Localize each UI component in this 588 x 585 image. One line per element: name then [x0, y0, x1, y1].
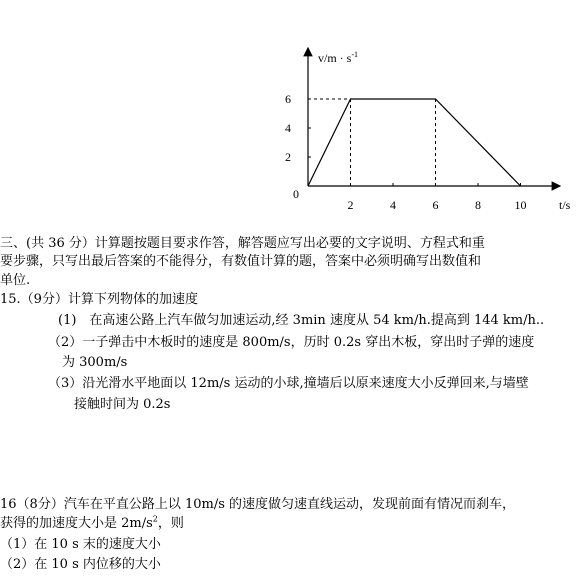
y-tick-label: 4 — [285, 121, 291, 135]
q16-exponent: 2 — [152, 514, 158, 524]
q15-part2-line1: （2）一子弹击中木板时的速度是 800m/s，历时 0.2s 穿出木板，穿出时子弹的速度 — [48, 335, 535, 350]
axes — [308, 48, 560, 186]
section3-line3: 单位. — [0, 273, 31, 288]
x-tick-label: 8 — [475, 198, 481, 212]
y-tick-label: 6 — [285, 92, 291, 106]
q16-stem-line2 — [0, 516, 184, 532]
q16-stem-line2-text: 获得的加速度大小是 2m/s — [0, 516, 153, 531]
y-axis-label: $v/m \cdot s^{-1}$ — [318, 50, 359, 65]
y-tick-label: 2 — [285, 150, 291, 164]
x-tick-label: 6 — [432, 198, 439, 212]
x-axis-label: t/s — [559, 198, 571, 212]
q15-part2-line2: 为 300m/s — [62, 355, 128, 370]
velocity-time-graph — [0, 0, 588, 230]
ticks — [285, 92, 527, 212]
x-tick-label: 10 — [514, 198, 527, 212]
q16-part2: （2）在 10 s 内位移的大小 — [0, 557, 161, 572]
q15-part3-line1: （3）沿光滑水平地面以 12m/s 运动的小球,撞墙后以原来速度大小反弹回来,与墙壁 — [48, 376, 529, 391]
x-tick-label: 4 — [390, 198, 396, 212]
q16-stem-line1: 16（8分）汽车在平直公路上以 10m/s 的速度做匀速直线运动，发现前面有情况而刹车， — [0, 497, 515, 512]
q15-stem: 15.（9分）计算下列物体的加速度 — [0, 292, 198, 307]
origin-label: 0 — [293, 187, 299, 201]
q15-part1: (1) 在高速公路上汽车做匀加速运动,经 3min 速度从 54 km/h.提高到 144 km/h.. — [58, 313, 545, 328]
q16-part1: （1）在 10 s 末的速度大小 — [0, 537, 161, 552]
q15-part3-line2: 接触时间为 0.2s — [74, 397, 171, 412]
section3-line2: 要步骤，只写出最后答案的不能得分，有数值计算的题，答案中必须明确写出数值和 — [0, 254, 482, 269]
q16-stem-line2-end: ，则 — [157, 516, 184, 531]
x-tick-label: 2 — [347, 198, 354, 212]
velocity-line — [308, 99, 521, 186]
dashed-guides — [308, 99, 436, 186]
section3-line1: 三、(共 36 分）计算题按题目要求作答，解答题应写出必要的文字说明、方程式和重 — [0, 236, 485, 251]
